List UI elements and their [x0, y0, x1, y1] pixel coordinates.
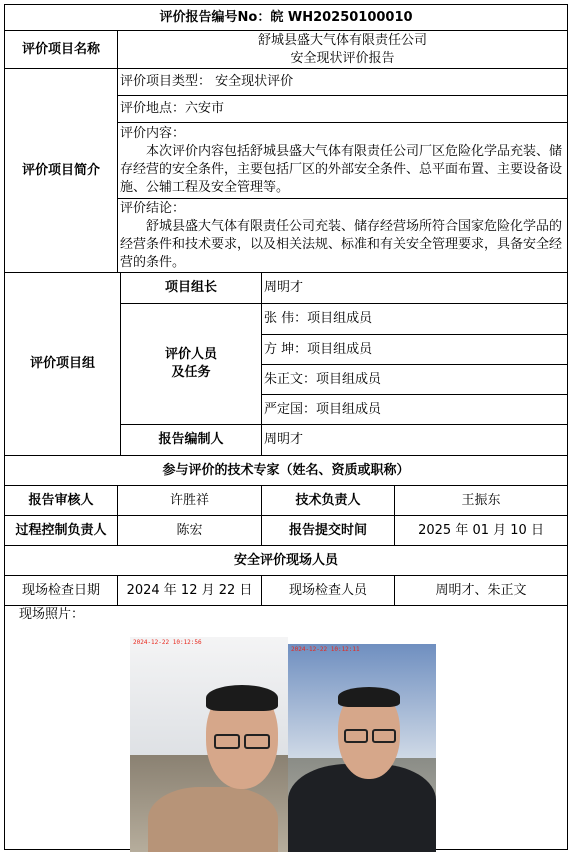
tech-lead-label: 技术负责人 [262, 486, 395, 516]
inspection-people-value: 周明才、朱正文 [395, 576, 568, 606]
reviewer-name: 许胜祥 [118, 486, 262, 516]
team-label: 评价项目组 [5, 273, 121, 456]
team-member-row: 方 坤：项目组成员 [262, 335, 568, 365]
team-member-row: 张 伟：项目组成员 [262, 304, 568, 335]
project-type: 评价项目类型： 安全现状评价 [118, 69, 568, 96]
site-photo-1 [130, 637, 288, 852]
report-compiler-label: 报告编制人 [121, 425, 262, 456]
submit-time-label: 报告提交时间 [262, 516, 395, 546]
team-members-label: 评价人员 及任务 [121, 304, 262, 425]
inspection-date-value: 2024 年 12 月 22 日 [118, 576, 262, 606]
onsite-heading: 安全评价现场人员 [5, 546, 568, 576]
report-number-header: 评价报告编号No：皖 WH20250100010 [5, 5, 568, 31]
process-control-label: 过程控制负责人 [5, 516, 118, 546]
project-content: 评价内容： 本次评价内容包括舒城县盛大气体有限责任公司厂区危险化学品充装、储存经营的安全条件，主要包括厂区的外部安全条件、总平面布置、主要设备设施、公辅工程及安全管理等。 [118, 123, 568, 199]
inspection-people-label: 现场检查人员 [262, 576, 395, 606]
project-name-value: 舒城县盛大气体有限责任公司 安全现状评价报告 [118, 31, 568, 69]
photo-1-timestamp: 2024-12-22 10:12:56 [133, 639, 202, 646]
team-leader-label: 项目组长 [121, 273, 262, 304]
report-compiler-name: 周明才 [262, 425, 568, 456]
team-leader-name: 周明才 [262, 273, 568, 304]
reviewer-label: 报告审核人 [5, 486, 118, 516]
project-conclusion: 评价结论： 舒城县盛大气体有限责任公司充装、储存经营场所符合国家危险化学品的经营条件和技术要求，以及相关法规、标准和有关安全管理要求，具备安全经营的条件。 [118, 199, 568, 273]
inspection-date-label: 现场检查日期 [5, 576, 118, 606]
experts-heading: 参与评价的技术专家（姓名、资质或职称） [5, 456, 568, 486]
photo-2-timestamp: 2024-12-22 10:12:11 [291, 646, 360, 653]
project-name-label: 评价项目名称 [5, 31, 118, 69]
process-control-name: 陈宏 [118, 516, 262, 546]
tech-lead-name: 王振东 [395, 486, 568, 516]
project-intro-label: 评价项目简介 [5, 69, 118, 273]
team-member-row: 朱正文：项目组成员 [262, 365, 568, 395]
site-photos-label: 现场照片： [19, 607, 85, 622]
project-location: 评价地点：六安市 [118, 96, 568, 123]
team-member-row: 严定国：项目组成员 [262, 395, 568, 425]
submit-time-value: 2025 年 01 月 10 日 [395, 516, 568, 546]
site-photo-2 [288, 644, 436, 852]
